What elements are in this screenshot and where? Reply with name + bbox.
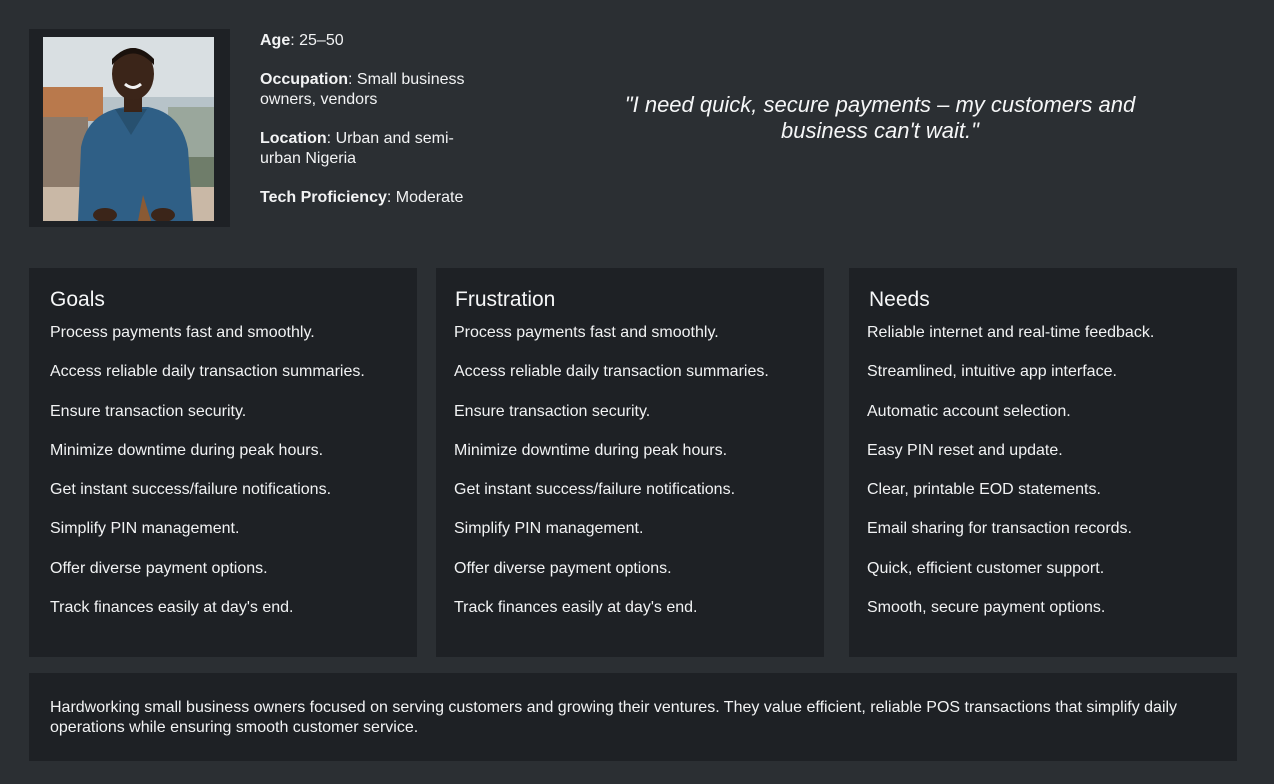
goals-card xyxy=(29,268,417,657)
list-item: Simplify PIN management. xyxy=(50,520,240,538)
occupation-value: : Small business owners, vendors xyxy=(260,71,465,108)
location-label: Location xyxy=(260,130,327,147)
age-item xyxy=(260,31,480,51)
persona-photo-illustration xyxy=(43,37,214,221)
list-item: Track finances easily at day's end. xyxy=(50,599,294,617)
list-item: Minimize downtime during peak hours. xyxy=(50,441,324,459)
list-item: Simplify PIN management. xyxy=(454,520,644,538)
list-item: Access reliable daily transaction summaries. xyxy=(50,363,365,381)
persona-photo xyxy=(43,37,214,221)
goals-title: Goals xyxy=(50,288,105,311)
tech-proficiency-item xyxy=(260,188,480,208)
location-value: : Urban and semi-urban Nigeria xyxy=(260,130,454,167)
list-item: Ensure transaction security. xyxy=(50,402,247,420)
persona-photo-frame xyxy=(29,29,230,227)
frustration-card xyxy=(436,268,824,657)
persona-summary: Hardworking small business owners focused on serving customers and growing their ventures. They value efficient, reliable POS transactions that simplify daily operations while ensuring smooth customer service. xyxy=(50,699,1178,736)
list-item: Get instant success/failure notifications. xyxy=(50,481,332,499)
frustration-list xyxy=(454,323,784,637)
needs-title: Needs xyxy=(869,288,930,311)
tech-proficiency-value: : Moderate xyxy=(386,189,464,206)
persona-quote: "I need quick, secure payments – my customers and business can't wait." xyxy=(624,92,1136,143)
list-item: Quick, efficient customer support. xyxy=(867,559,1105,577)
tech-proficiency-label: Tech Proficiency xyxy=(260,189,387,206)
list-item: Process payments fast and smoothly. xyxy=(454,324,719,341)
occupation-label: Occupation xyxy=(260,71,349,88)
list-item: Get instant success/failure notifications. xyxy=(454,481,736,499)
persona-info xyxy=(260,31,480,227)
list-item: Reliable internet and real-time feedback. xyxy=(867,324,1155,341)
needs-list xyxy=(867,323,1227,637)
list-item: Email sharing for transaction records. xyxy=(867,520,1132,538)
persona-summary-card xyxy=(29,673,1237,761)
goals-list xyxy=(50,323,380,637)
needs-card xyxy=(849,268,1237,657)
list-item: Clear, printable EOD statements. xyxy=(867,481,1101,499)
list-item: Automatic account selection. xyxy=(867,402,1071,420)
list-item: Smooth, secure payment options. xyxy=(867,599,1106,617)
frustration-title: Frustration xyxy=(455,288,556,311)
list-item: Offer diverse payment options. xyxy=(454,559,672,577)
list-item: Streamlined, intuitive app interface. xyxy=(867,363,1117,381)
list-item: Offer diverse payment options. xyxy=(50,559,268,577)
list-item: Track finances easily at day's end. xyxy=(454,599,698,617)
list-item: Ensure transaction security. xyxy=(454,402,651,420)
list-item: Process payments fast and smoothly. xyxy=(50,324,315,341)
list-item: Access reliable daily transaction summaries. xyxy=(454,363,769,381)
age-value: : 25–50 xyxy=(290,32,344,49)
list-item: Easy PIN reset and update. xyxy=(867,441,1063,459)
location-item xyxy=(260,129,480,169)
list-item: Minimize downtime during peak hours. xyxy=(454,441,728,459)
age-label: Age xyxy=(260,32,291,49)
occupation-item xyxy=(260,70,480,110)
